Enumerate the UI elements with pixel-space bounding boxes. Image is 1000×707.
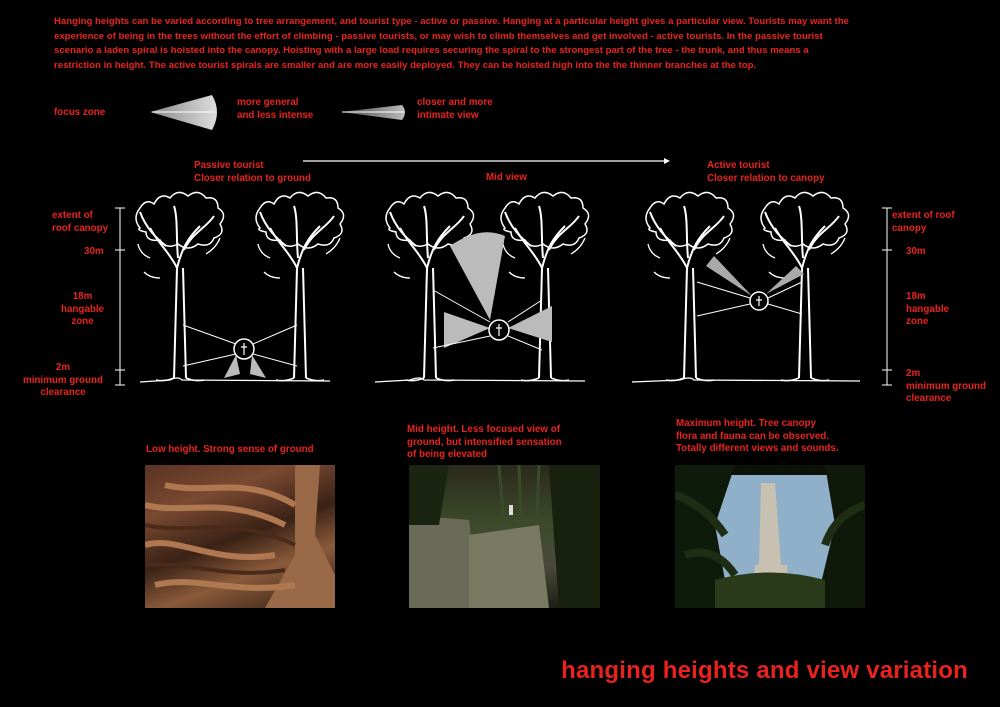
- left-30m-label: 30m: [84, 246, 104, 257]
- right-canopy-label: extent of roof canopy: [892, 210, 955, 234]
- tree-icon: [646, 192, 734, 380]
- header-passive: Passive tourist Closer relation to ground: [194, 160, 312, 184]
- caption-mid: Mid height. Less focused view of ground, but intensified sensation of being elevated: [407, 424, 562, 460]
- legend-cone-general-icon: [150, 95, 217, 130]
- caption-max: Maximum height. Tree canopy flora and fauna can be observed. Totally different views and sounds.: [676, 418, 839, 454]
- legend-general-label: more general and less intense: [237, 97, 314, 121]
- legend-cone-closer-icon: [340, 105, 405, 120]
- legend-closer-label: closer and more intimate view: [417, 97, 493, 121]
- left-18m-label: 18m hangable zone: [60, 291, 104, 327]
- header-mid: Mid view: [486, 172, 527, 183]
- left-canopy-label: extent of roof canopy: [52, 210, 109, 234]
- right-scale-bar: [882, 208, 892, 385]
- progression-arrow-icon: [303, 158, 670, 164]
- photo-ruins: [409, 465, 600, 608]
- left-scale-bar: [115, 208, 125, 385]
- right-18m-label: 18m hangable zone: [906, 291, 950, 327]
- header-active: Active tourist Closer relation to canopy: [707, 160, 825, 184]
- intro-paragraph: Hanging heights can be varied according to tree arrangement, and tourist type - active or passive. Hanging at a particular height gives a particular view. Tourists may want the experience of being in the trees without the effort of climbing - passive tourists, or may wish to climb themselves and get involved - active tourists. In the passive tourist scenario a laden spiral is hoisted into the canopy. Hoisting with a large load requires securing the spiral to the strongest part of the tree - the trunk, and thus means a restriction in height. The active tourist spirals are smaller and are more easily deployed. They can be hoisted high into the the thinner branches at the top.: [54, 16, 849, 71]
- tree-icon: [501, 192, 589, 380]
- tree-icon: [136, 192, 224, 380]
- left-2m-label: 2m minimum ground clearance: [22, 362, 103, 398]
- right-2m-label: 2m minimum ground clearance: [906, 368, 987, 404]
- right-30m-label: 30m: [906, 246, 926, 257]
- scene-passive: [136, 192, 344, 382]
- photo-canopy: [675, 465, 865, 608]
- scene-mid: [375, 192, 589, 382]
- legend-focus-zone-label: focus zone: [54, 107, 106, 118]
- tree-icon: [386, 192, 474, 380]
- page-title: hanging heights and view variation: [561, 657, 968, 684]
- scene-active: [632, 192, 860, 382]
- photo-roots: [145, 465, 335, 608]
- tree-icon: [256, 192, 344, 380]
- caption-low: Low height. Strong sense of ground: [146, 444, 314, 455]
